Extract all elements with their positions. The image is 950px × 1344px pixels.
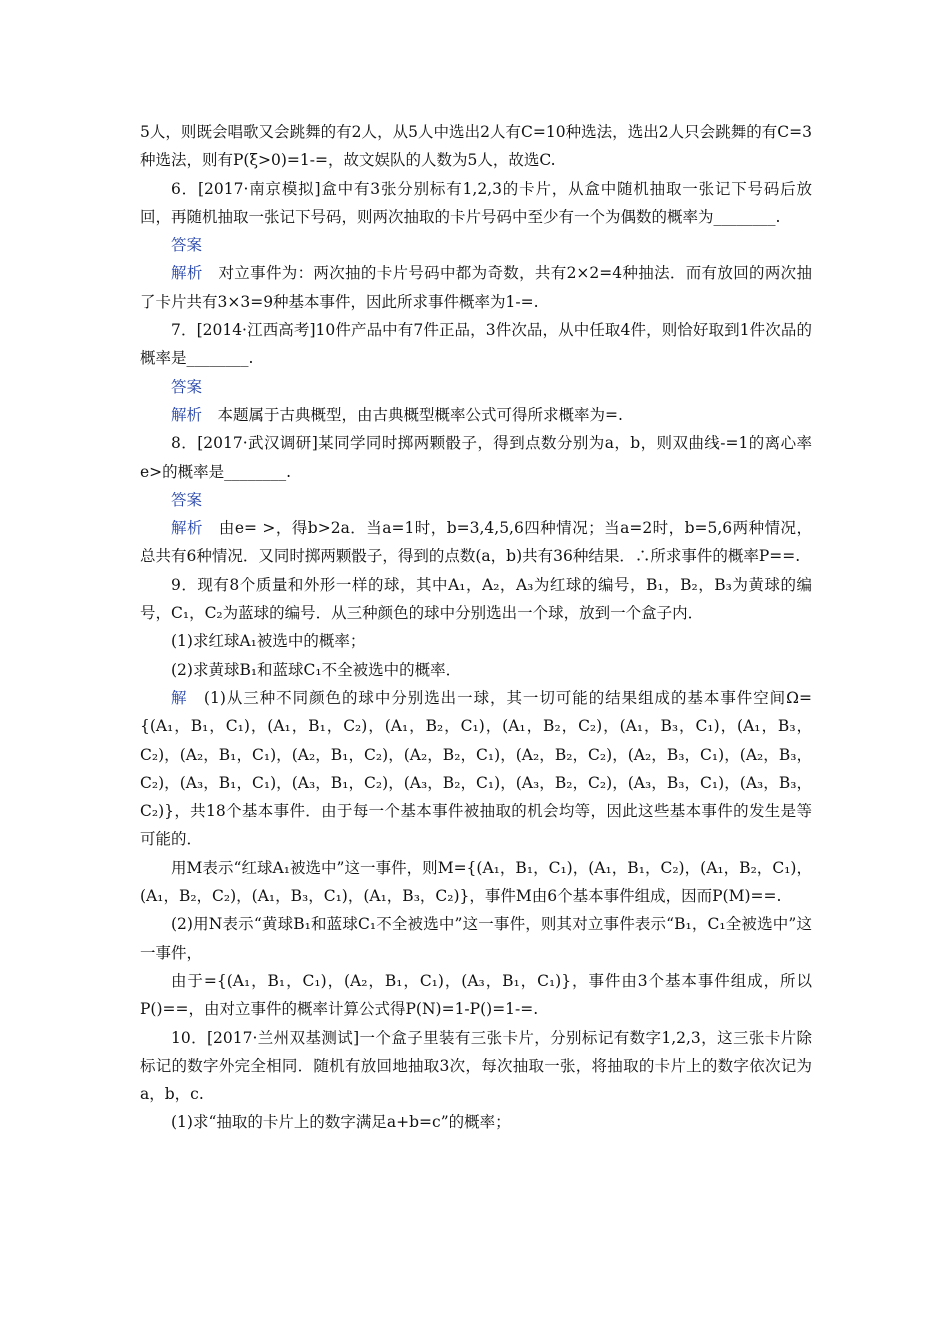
- question-10: 10．[2017·兰州双基测试]一个盒子里装有三张卡片，分别标记有数字1,2,3，这三张卡片除标记的数字外完全相同．随机有放回地抽取3次，每次抽取一张，将抽取的卡片上的数字依次记为a，b，c.: [140, 1028, 812, 1104]
- answer-label: 答案: [171, 236, 203, 255]
- solution-9-complement: 由于={(A₁，B₁，C₁)，(A₂，B₁，C₁)，(A₃，B₁，C₁)}，事件由3个基本事件组成，所以P()==，由对立事件的概率计算公式得P(N)=1-P()=1-=.: [140, 971, 812, 1019]
- analysis-6: [140, 259, 812, 316]
- analysis-text: 本题属于古典概型，由古典概型概率公式可得所求概率为=.: [217, 405, 623, 424]
- question-6: 6．[2017·南京模拟]盒中有3张分别标有1,2,3的卡片，从盒中随机抽取一张记下号码后放回，再随机抽取一张记下号码，则两次抽取的卡片号码中至少有一个为偶数的概率为________.: [140, 179, 812, 226]
- answer-label: 答案: [171, 377, 203, 396]
- answer-label-6: [140, 231, 812, 259]
- solution-text: (1)从三种不同颜色的球中分别选出一球，其一切可能的结果组成的基本事件空间Ω={(A₁，B₁，C₁)，(A₁，B₁，C₂)，(A₁，B₂，C₁)，(A₁，B₂，C₂)，(A₁，B₃，C₁)，(A₁，B₃，C₂)，(A₂，B₁，C₁)，(A₂，B₁，C₂)，(A₂，B₂，C₁)，(A₂，B₂，C₂)，(A₂，B₃，C₁)，(A₂，B₃，C₂)，(A₃，B₁，C₁)，(A₃，B₁，C₂)，(A₃，B₂，C₁)，(A₃，B₂，C₂)，(A₃，B₃，C₁)，(A₃，B₃，C₂)}，共18个基本事件．由于每一个基本事件被抽取的机会均等，因此这些基本事件的发生是等可能的．: [140, 688, 812, 849]
- analysis-7: [140, 401, 812, 429]
- solution-9-part-2: (2)用N表示“黄球B₁和蓝球C₁不全被选中”这一事件，则其对立事件表示“B₁，C₁全被选中”这一事件，: [140, 915, 812, 962]
- solution-9-event-m: 用M表示“红球A₁被选中”这一事件，则M={(A₁，B₁，C₁)，(A₁，B₁，C₂)，(A₁，B₂，C₁)，(A₁，B₂，C₂)，(A₁，B₃，C₁)，(A₁，B₃，C₂)}，事件M由6个基本事件组成，因而P(M)==.: [140, 858, 812, 906]
- question-8: 8．[2017·武汉调研]某同学同时掷两颗骰子，得到点数分别为a，b，则双曲线-=1的离心率e>的概率是________.: [140, 434, 812, 481]
- analysis-text: 对立事件为：两次抽的卡片号码中都为奇数，共有2×2=4种抽法．而有放回的两次抽了卡片共有3×3=9种基本事件，因此所求事件概率为1-=.: [140, 264, 812, 311]
- solution-label: 解: [171, 688, 188, 707]
- answer-label-7: [140, 373, 812, 401]
- answer-label-8: [140, 486, 812, 514]
- question-10-part-1: (1)求“抽取的卡片上的数字满足a+b=c”的概率；: [171, 1113, 511, 1132]
- paragraph-continuation: 5人，则既会唱歌又会跳舞的有2人，从5人中选出2人有C=10种选法，选出2人只会跳舞的有C=3种选法，则有P(ξ>0)=1-=，故文娱队的人数为5人，故选C.: [140, 123, 812, 170]
- question-9: 9．现有8个质量和外形一样的球，其中A₁，A₂，A₃为红球的编号，B₁，B₂，B₃为黄球的编号，C₁，C₂为蓝球的编号．从三种颜色的球中分别选出一个球，放到一个盒子内．: [140, 575, 812, 623]
- analysis-8: [140, 514, 812, 571]
- analysis-label: 解析: [171, 405, 203, 424]
- solution-9-part-1: [140, 684, 812, 854]
- question-9-part-1: (1)求红球A₁被选中的概率；: [171, 632, 366, 651]
- analysis-text: 由e= >，得b>2a．当a=1时，b=3,4,5,6四种情况；当a=2时，b=5,6两种情况，总共有6种情况．又同时掷两颗骰子，得到的点数(a，b)共有36种结果．∴所求事件的概率P==.: [140, 519, 812, 566]
- document-body: [140, 118, 812, 1137]
- question-9-part-2: (2)求黄球B₁和蓝球C₁不全被选中的概率．: [171, 660, 462, 679]
- analysis-label: 解析: [171, 264, 203, 283]
- question-7: 7．[2014·江西高考]10件产品中有7件正品，3件次品，从中任取4件，则恰好取到1件次品的概率是________.: [140, 321, 812, 368]
- analysis-label: 解析: [171, 519, 203, 538]
- answer-label: 答案: [171, 490, 203, 509]
